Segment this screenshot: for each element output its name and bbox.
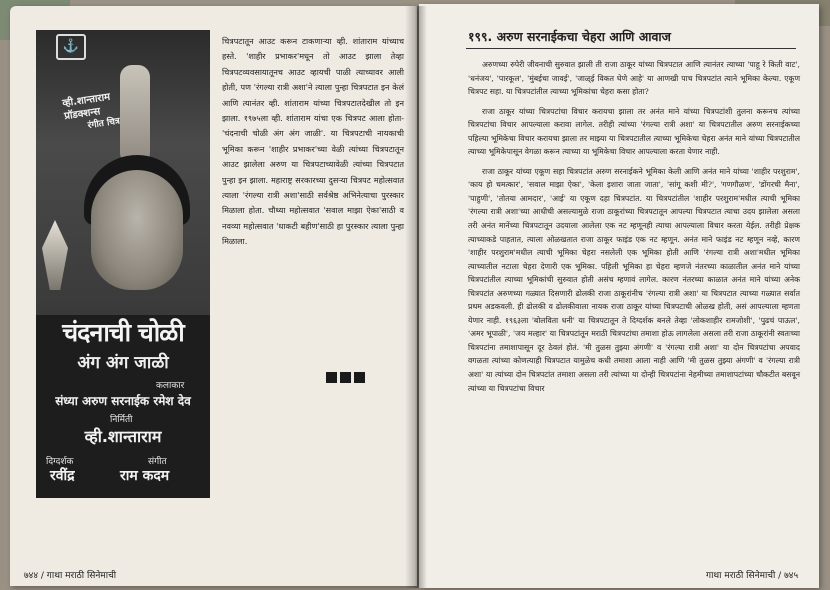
poster-subtitle: अंग अंग जाळी <box>77 353 169 373</box>
right-paragraph-1: अरुणच्या रुपेरी जीवनाची सुरुवात झाली ती राजा ठाकूर यांच्या चित्रपटात आणि त्यानंतर त्याच्या 'पाहू रे किती वाट', 'धनंजय', 'पारकूल', 'मुंबईचा जावई', 'जाळ्ई विकत घेणे आहे' या आणखी पाच चित्रपटांत त्याने भूमिका केल्या. एकूण चित्रपट सहा. या चित्रपटांतील त्याच्या भूमिकांचा चेहरा कसा होता? <box>468 60 800 97</box>
right-paragraph-2: राजा ठाकूर यांच्या चित्रपटांचा विचार करायचा झाला तर अनंत माने यांच्या चित्रपटांशी तुलना करूनच त्यांच्या चित्रपटांचा विचार आपल्याला करावा लागेल. तरीही त्यांच्या 'रंगल्या रात्री अशा' या चित्रपटातील अरुण सरनाईकच्या पहिल्या भूमिकेचा विचार करायचा झाला तर माझ्या या चित्रपटातील त्याच्या भूमिकेचा चेहरा अनंत माने यांच्या चित्रपटातील त्याच्या भूमिकेपासून वेगळा करून त्याच्या या भूमिकेचा विचार आपल्याला करता येणार नाही. <box>468 106 800 157</box>
poster-studio-title: व्ही.शान्ताराम प्रॉडक्शन्स <box>61 91 111 123</box>
poster-producer: व्ही.शान्ताराम <box>84 427 162 446</box>
section-end-marker <box>326 372 365 383</box>
poster-photo <box>36 30 210 315</box>
poster-music-label: संगीत <box>148 457 167 467</box>
poster-music: राम कदम <box>120 468 170 484</box>
book-spine <box>405 6 427 588</box>
poster-lamp <box>42 220 68 290</box>
poster-producer-label: निर्मिती <box>110 415 133 425</box>
right-folio: गाथा मराठी सिनेमाची / ७४५ <box>706 571 799 581</box>
poster-director-label: दिग्दर्शक <box>46 457 74 467</box>
studio-logo-icon: ⚓ <box>56 34 86 60</box>
right-page-text <box>468 58 800 401</box>
marker-square <box>354 372 365 383</box>
poster-title: चंदनाची चोळी <box>62 318 184 347</box>
poster-cast: संध्या अरुण सरनाईक रमेश देव <box>55 394 191 408</box>
left-page-text <box>222 34 404 250</box>
film-poster <box>36 30 210 498</box>
chapter-heading: १९९. अरुण सरनाईकचा चेहरा आणि आवाज <box>468 29 671 44</box>
marker-square <box>340 372 351 383</box>
right-paragraph-3: राजा ठाकूर यांच्या एकूण सहा चित्रपटांत अरुण सरनाईकने भूमिका केली आणि अनंत माने यांच्या 'शाहीर परशुराम', 'काय हो चमत्कार', 'सवाल माझा ऐका', 'केला इशारा जाता जाता', 'सांगू कशी मी?', 'गणगौळण', 'डोंगरची मैना', 'पाहुणी', 'तोतया आमदार', 'आई' या एकूण दहा चित्रपटांत. या चित्रपटांतील 'शाहीर परशुराम'मधील त्याची भूमिका 'रंगल्या रात्री अशा'च्या आधीची असल्यामुळे राजा ठाकूरांच्या चित्रपटातून आपल्या चित्रपटात त्याचा उदय झालेला असला तरी अनंत मानेंच्या चित्रपटातून उदयाला आलेला एक नट म्हणूनही त्याचा आपल्याला विचार करता येईल. तरीही प्रेक्षक त्याच्याकडे पाहतात, त्याला ओळखतात राजा ठाकूर फाइंड एक नट म्हणून. अनंत माने फाइंड नट म्हणून नव्हे, कारण 'शाहीर परशुराम'मधील त्याची भूमिका चेहरा नसलेली एक भूमिका होती आणि 'रंगल्या रात्री अशा'मधील भूमिका त्याच्यातील नटाला चेहरा देणारी एक भूमिका. पहिली भूमिका हा चेहरा म्हणजे नंतरच्या काळातील अनंत माने यांच्या चित्रपटांतील त्याच्या भूमिकांची सुरुवात होती असंच म्हणावं लागेल. कारण नंतरच्या काळात अनंत माने यांच्या अनेक चित्रपटांत अरुणच्या गळ्यात दिसणारी ढोलकी राजा ठाकूरांनीच 'रंगल्या रात्री अशा' या चित्रपटात त्याच्या गळ्यात सर्वात प्रथम अडकवली. ही ढोलकी व ढोलकीवाला नायक राजा ठाकूर यांच्या चित्रपटाची ओळख होती, असं आपल्याला म्हणता येणार नाही. १९६३ला 'बोलविता धनी' या चित्रपटातून ते दिग्दर्शक बनले तेव्हा 'लोकशाहीर रामजोशी', 'पुढचं पाऊल', 'अमर भूपाळी', 'जय मल्हार' या चित्रपटांतून मराठी चित्रपटांचा तमाशा होऊ लागलेला असला तरी राजा ठाकूरांनी स्वतःच्या चित्रपटांना तमाशापासून दूर ठेवलं होतं. 'मी तुळस तुझ्या अंगणी' व 'रंगल्या रात्री अशा' या दोन चित्रपटांचा अपवाद वगळता त्यांच्या कोणत्याही चित्रपटात यामुळेच कधी तमाशा आला नाही आणि 'मी तुळस तुझ्या अंगणी' व 'रंगल्या रात्री अशा' या त्यांच्या दोन चित्रपटांत तमाशा असला तरी त्यांच्या या दोन्ही चित्रपटांना नेहमीच्या तमाशापटांच्या चौकटीत बसवून त्यांच्या या चित्रपटांचा विचार <box>468 166 800 393</box>
poster-cast-label: कलाकार <box>156 381 185 391</box>
left-paragraph: चित्रपटातून आउट करून टाकणाऱ्या व्ही. शांताराम यांच्याच हस्ते. 'शाहीर प्रभाकर'मधून तो आउट झाला तेव्हा चित्रपटव्यवसायातूनच आउट व्हायची पाळी त्याच्यावर आली होती, पण 'रंगल्या रात्री अशा'ने त्याला पुन्हा चित्रपटात इन केलं आणि त्यानंतर व्ही. शांताराम यांच्या चित्रपटातदेखील तो इन झाला. १९७५ला व्ही. शांताराम यांचा एक चित्रपट आला होता- 'चंदनाची चोळी अंग अंग जाळी'. या चित्रपटाची नायकाची भूमिका करून 'शाहीर प्रभाकर'च्या वेळी त्यांच्या चित्रपटातून आउट झालेला अरुण या चित्रपटाच्यावेळी त्यांच्या चित्रपटात पुन्हा इन झाला. महाराष्ट्र सरकारच्या दुसऱ्या चित्रपट महोत्सवात त्याला 'रंगल्या रात्री अशा'साठी सर्वश्रेष्ठ अभिनेत्याचा पुरस्कार मिळाला होता. चौथ्या महोत्सवात 'सवाल माझा ऐका'साठी व नवव्या महोत्सवात 'धाकटी बहीण'साठी हा पुरस्कार त्याला पुन्हा मिळाला. <box>222 36 404 247</box>
heading-rule <box>466 48 796 49</box>
left-folio: ७४४ / गाथा मराठी सिनेमाची <box>24 571 117 581</box>
poster-face <box>91 170 183 290</box>
poster-director: रवींद्र <box>50 468 75 484</box>
poster-studio-subtitle: रंगीत चित्र <box>87 116 121 132</box>
marker-square <box>326 372 337 383</box>
